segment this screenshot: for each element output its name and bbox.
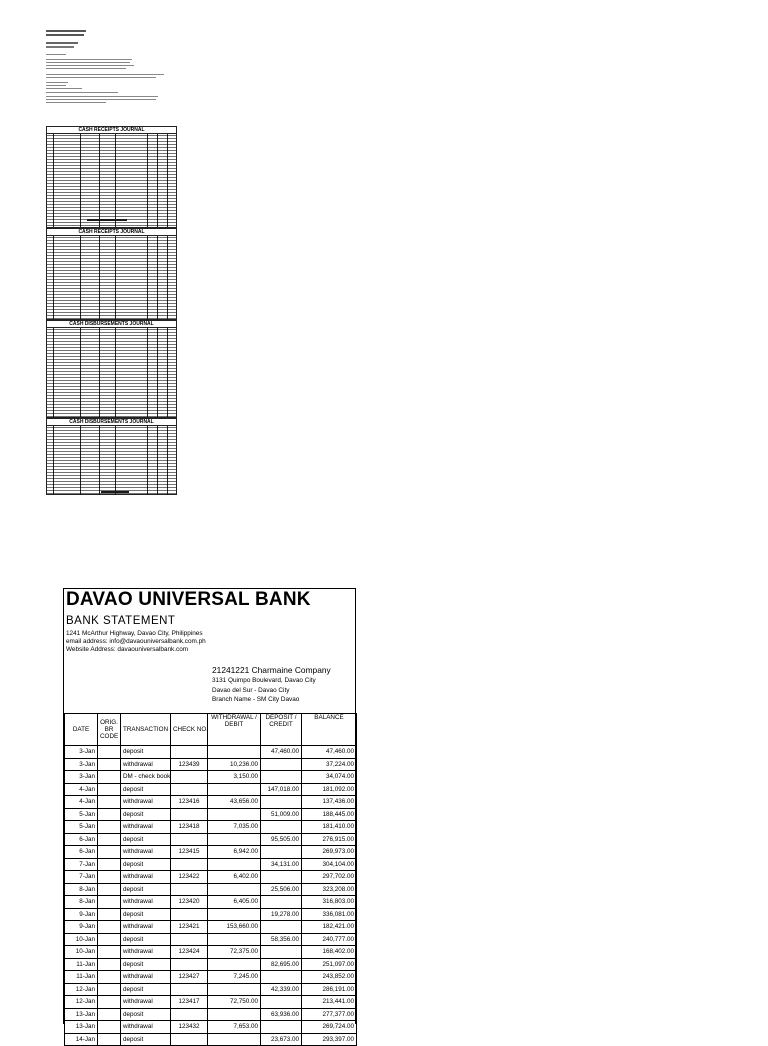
table-row — [65, 958, 357, 971]
cell-transaction: deposit — [121, 1033, 171, 1046]
table-row — [65, 983, 357, 996]
cell-br-code — [98, 821, 121, 834]
cell-debit — [208, 908, 261, 921]
table-row — [65, 808, 357, 821]
mini-journal-title: CASH DISBURSEMENTS JOURNAL — [47, 321, 176, 328]
mini-journal-total-bar — [101, 491, 129, 493]
cell-credit: 34,131.00 — [261, 858, 302, 871]
cell-balance: 188,445.00 — [302, 808, 357, 821]
cell-date: 5-Jan — [65, 808, 98, 821]
table-row — [65, 846, 357, 859]
cell-credit: 47,460.00 — [261, 746, 302, 759]
table-row — [65, 933, 357, 946]
cell-debit — [208, 1008, 261, 1021]
preview-text-line — [46, 74, 164, 75]
cell-balance: 34,074.00 — [302, 771, 357, 784]
cell-credit: 95,505.00 — [261, 833, 302, 846]
cell-credit — [261, 846, 302, 859]
mini-journal-title: CASH DISBURSEMENTS JOURNAL — [47, 419, 176, 426]
table-row — [65, 921, 357, 934]
cell-transaction: DM - check book — [121, 771, 171, 784]
cell-credit — [261, 996, 302, 1009]
cell-check-no — [171, 746, 208, 759]
table-row — [65, 996, 357, 1009]
cell-br-code — [98, 933, 121, 946]
preview-text-line — [46, 99, 156, 100]
cell-check-no: 123417 — [171, 996, 208, 1009]
cell-transaction: withdrawal — [121, 846, 171, 859]
cell-balance: 213,441.00 — [302, 996, 357, 1009]
table-row — [65, 883, 357, 896]
cell-debit — [208, 783, 261, 796]
cell-debit — [208, 833, 261, 846]
cell-date: 7-Jan — [65, 871, 98, 884]
cell-transaction: deposit — [121, 883, 171, 896]
transactions-body — [65, 746, 357, 1046]
cell-check-no — [171, 908, 208, 921]
table-row — [65, 908, 357, 921]
table-row — [65, 771, 357, 784]
cell-check-no — [171, 783, 208, 796]
cell-credit — [261, 758, 302, 771]
cell-transaction: withdrawal — [121, 871, 171, 884]
cell-credit: 63,936.00 — [261, 1008, 302, 1021]
table-row — [65, 1033, 357, 1046]
cell-balance: 286,191.00 — [302, 983, 357, 996]
cell-check-no — [171, 1008, 208, 1021]
header-date: DATE — [65, 714, 98, 746]
cell-credit: 25,506.00 — [261, 883, 302, 896]
cell-br-code — [98, 846, 121, 859]
cell-br-code — [98, 1021, 121, 1034]
cell-transaction: deposit — [121, 933, 171, 946]
cell-date: 5-Jan — [65, 821, 98, 834]
cell-check-no: 123432 — [171, 1021, 208, 1034]
bank-email: email address: info@davaouniversalbank.com.ph — [66, 638, 206, 645]
cell-check-no — [171, 933, 208, 946]
cell-transaction: withdrawal — [121, 1021, 171, 1034]
header-orig-br-code: ORIG. BR CODE — [98, 714, 121, 746]
cell-check-no: 123424 — [171, 946, 208, 959]
table-row — [65, 821, 357, 834]
cell-date: 6-Jan — [65, 846, 98, 859]
cell-debit: 43,656.00 — [208, 796, 261, 809]
preview-text-line — [46, 42, 78, 44]
table-row — [65, 746, 357, 759]
cell-date: 3-Jan — [65, 758, 98, 771]
statement-title: BANK STATEMENT — [66, 615, 176, 627]
cell-debit — [208, 958, 261, 971]
cell-check-no: 123416 — [171, 796, 208, 809]
preview-text-line — [46, 85, 66, 86]
cell-date: 7-Jan — [65, 858, 98, 871]
cell-credit — [261, 796, 302, 809]
cell-transaction: deposit — [121, 783, 171, 796]
cell-transaction: withdrawal — [121, 758, 171, 771]
cell-br-code — [98, 958, 121, 971]
cell-credit: 42,339.00 — [261, 983, 302, 996]
cell-credit — [261, 771, 302, 784]
table-row — [65, 833, 357, 846]
cell-check-no: 123422 — [171, 871, 208, 884]
cell-date: 11-Jan — [65, 971, 98, 984]
cell-date: 10-Jan — [65, 933, 98, 946]
cell-check-no — [171, 883, 208, 896]
cell-debit — [208, 746, 261, 759]
bank-name: DAVAO UNIVERSAL BANK — [66, 589, 311, 610]
cell-debit: 153,660.00 — [208, 921, 261, 934]
client-name: 21241221 Charmaine Company — [212, 665, 331, 675]
cell-debit — [208, 983, 261, 996]
cell-br-code — [98, 833, 121, 846]
transactions-table — [64, 713, 357, 1046]
cell-debit: 7,035.00 — [208, 821, 261, 834]
preview-text-line — [46, 96, 158, 97]
cell-balance: 37,224.00 — [302, 758, 357, 771]
cell-balance: 269,724.00 — [302, 1021, 357, 1034]
cell-balance: 243,852.00 — [302, 971, 357, 984]
cell-credit — [261, 821, 302, 834]
cell-credit — [261, 946, 302, 959]
preview-text-line — [46, 102, 106, 103]
preview-text-line — [46, 46, 74, 48]
cell-balance: 323,208.00 — [302, 883, 357, 896]
mini-journal-cash-disbursements-1 — [46, 320, 177, 418]
cell-transaction: withdrawal — [121, 971, 171, 984]
table-row — [65, 796, 357, 809]
cell-balance: 181,410.00 — [302, 821, 357, 834]
cell-credit: 58,356.00 — [261, 933, 302, 946]
cell-transaction: deposit — [121, 833, 171, 846]
cell-transaction: withdrawal — [121, 921, 171, 934]
preview-text-line — [46, 68, 126, 69]
mini-journal-cash-receipts-2 — [46, 228, 177, 320]
bank-website: Website Address: davaouniversalbank.com — [66, 646, 189, 653]
mini-journal-grid — [47, 133, 176, 227]
cell-check-no: 123421 — [171, 921, 208, 934]
cell-transaction: deposit — [121, 808, 171, 821]
cell-transaction: withdrawal — [121, 896, 171, 909]
cell-date: 9-Jan — [65, 908, 98, 921]
cell-debit — [208, 1033, 261, 1046]
mini-journal-title: CASH RECEIPTS JOURNAL — [47, 127, 176, 134]
cell-br-code — [98, 883, 121, 896]
cell-check-no — [171, 958, 208, 971]
cell-transaction: deposit — [121, 958, 171, 971]
mini-journal-cash-receipts-1 — [46, 126, 177, 228]
preview-text-line — [46, 82, 68, 83]
cell-date: 10-Jan — [65, 946, 98, 959]
cell-check-no — [171, 771, 208, 784]
cell-check-no: 123415 — [171, 846, 208, 859]
cell-credit: 147,018.00 — [261, 783, 302, 796]
cell-check-no: 123439 — [171, 758, 208, 771]
client-province: Davao del Sur - Davao City — [212, 687, 290, 694]
cell-credit — [261, 896, 302, 909]
cell-date: 6-Jan — [65, 833, 98, 846]
cell-check-no — [171, 983, 208, 996]
client-street: 3131 Quimpo Boulevard, Davao City — [212, 677, 316, 684]
cell-date: 8-Jan — [65, 896, 98, 909]
cell-br-code — [98, 808, 121, 821]
table-row — [65, 896, 357, 909]
cell-debit: 10,236.00 — [208, 758, 261, 771]
preview-text-line — [46, 77, 156, 78]
table-row — [65, 758, 357, 771]
cell-debit — [208, 883, 261, 896]
cell-debit: 6,405.00 — [208, 896, 261, 909]
cell-credit — [261, 871, 302, 884]
cell-check-no: 123420 — [171, 896, 208, 909]
client-branch: Branch Name - SM City Davao — [212, 696, 300, 703]
table-row — [65, 1008, 357, 1021]
cell-transaction: deposit — [121, 983, 171, 996]
cell-transaction: withdrawal — [121, 796, 171, 809]
cell-check-no — [171, 808, 208, 821]
cell-balance: 293,397.00 — [302, 1033, 357, 1046]
header-withdrawal-debit: WITHDRAWAL / DEBIT — [208, 714, 261, 746]
cell-debit: 6,942.00 — [208, 846, 261, 859]
cell-br-code — [98, 921, 121, 934]
cell-credit: 19,278.00 — [261, 908, 302, 921]
cell-debit: 7,653.00 — [208, 1021, 261, 1034]
cell-balance: 297,702.00 — [302, 871, 357, 884]
bank-statement — [63, 588, 356, 1043]
cell-balance: 251,097.00 — [302, 958, 357, 971]
cell-date: 3-Jan — [65, 771, 98, 784]
mini-journal-cash-disbursements-2 — [46, 418, 177, 495]
mini-journal-grid — [47, 425, 176, 494]
table-header-row — [65, 714, 357, 746]
cell-balance: 336,081.00 — [302, 908, 357, 921]
cell-balance: 182,421.00 — [302, 921, 357, 934]
table-row — [65, 971, 357, 984]
cell-br-code — [98, 758, 121, 771]
cell-br-code — [98, 908, 121, 921]
cell-transaction: deposit — [121, 1008, 171, 1021]
bank-address: 1241 McArthur Highway, Davao City, Philippines — [66, 630, 203, 637]
cell-date: 14-Jan — [65, 1033, 98, 1046]
cell-credit — [261, 1021, 302, 1034]
preview-text-line — [46, 54, 66, 55]
cell-br-code — [98, 783, 121, 796]
worksheet-preview — [0, 0, 768, 520]
mini-journal-title: CASH RECEIPTS JOURNAL — [47, 229, 176, 236]
cell-date: 4-Jan — [65, 796, 98, 809]
table-row — [65, 783, 357, 796]
cell-date: 8-Jan — [65, 883, 98, 896]
cell-transaction: deposit — [121, 908, 171, 921]
preview-text-line — [46, 88, 82, 89]
cell-debit: 72,375.00 — [208, 946, 261, 959]
cell-transaction: withdrawal — [121, 996, 171, 1009]
cell-date: 4-Jan — [65, 783, 98, 796]
cell-date: 13-Jan — [65, 1021, 98, 1034]
cell-br-code — [98, 946, 121, 959]
cell-check-no: 123427 — [171, 971, 208, 984]
cell-debit: 7,245.00 — [208, 971, 261, 984]
preview-text-line — [46, 62, 130, 63]
cell-check-no — [171, 858, 208, 871]
cell-br-code — [98, 771, 121, 784]
cell-credit — [261, 921, 302, 934]
cell-br-code — [98, 1033, 121, 1046]
cell-date: 12-Jan — [65, 996, 98, 1009]
cell-credit: 51,009.00 — [261, 808, 302, 821]
cell-balance: 47,460.00 — [302, 746, 357, 759]
mini-journal-grid — [47, 327, 176, 417]
cell-credit: 23,673.00 — [261, 1033, 302, 1046]
cell-balance: 316,803.00 — [302, 896, 357, 909]
cell-br-code — [98, 971, 121, 984]
cell-debit: 72,750.00 — [208, 996, 261, 1009]
preview-text-line — [46, 59, 132, 60]
cell-br-code — [98, 858, 121, 871]
cell-credit: 82,695.00 — [261, 958, 302, 971]
cell-balance: 137,436.00 — [302, 796, 357, 809]
preview-text-line — [46, 92, 118, 93]
header-balance: BALANCE — [302, 714, 357, 746]
cell-br-code — [98, 871, 121, 884]
header-check-no: CHECK NO. — [171, 714, 208, 746]
mini-journal-total-bar — [87, 219, 127, 221]
cell-balance: 240,777.00 — [302, 933, 357, 946]
cell-balance: 276,915.00 — [302, 833, 357, 846]
cell-br-code — [98, 896, 121, 909]
cell-check-no: 123418 — [171, 821, 208, 834]
cell-transaction: deposit — [121, 746, 171, 759]
cell-balance: 304,104.00 — [302, 858, 357, 871]
cell-br-code — [98, 1008, 121, 1021]
cell-balance: 181,092.00 — [302, 783, 357, 796]
cell-balance: 277,377.00 — [302, 1008, 357, 1021]
cell-br-code — [98, 983, 121, 996]
cell-debit — [208, 933, 261, 946]
cell-balance: 269,973.00 — [302, 846, 357, 859]
cell-debit: 6,402.00 — [208, 871, 261, 884]
cell-date: 9-Jan — [65, 921, 98, 934]
cell-credit — [261, 971, 302, 984]
cell-br-code — [98, 796, 121, 809]
cell-check-no — [171, 833, 208, 846]
cell-date: 3-Jan — [65, 746, 98, 759]
cell-debit — [208, 808, 261, 821]
header-deposit-credit: DEPOSIT / CREDIT — [261, 714, 302, 746]
cell-transaction: withdrawal — [121, 821, 171, 834]
cell-br-code — [98, 746, 121, 759]
mini-journal-grid — [47, 235, 176, 319]
header-transaction: TRANSACTION — [121, 714, 171, 746]
table-row — [65, 1021, 357, 1034]
cell-transaction: withdrawal — [121, 946, 171, 959]
cell-check-no — [171, 1033, 208, 1046]
table-row — [65, 858, 357, 871]
preview-text-line — [46, 65, 134, 66]
cell-date: 12-Jan — [65, 983, 98, 996]
preview-text-line — [46, 34, 84, 36]
cell-transaction: deposit — [121, 858, 171, 871]
table-row — [65, 946, 357, 959]
cell-debit — [208, 858, 261, 871]
table-row — [65, 871, 357, 884]
cell-date: 13-Jan — [65, 1008, 98, 1021]
preview-text-line — [46, 30, 86, 32]
cell-br-code — [98, 996, 121, 1009]
cell-debit: 3,150.00 — [208, 771, 261, 784]
cell-date: 11-Jan — [65, 958, 98, 971]
cell-balance: 168,402.00 — [302, 946, 357, 959]
